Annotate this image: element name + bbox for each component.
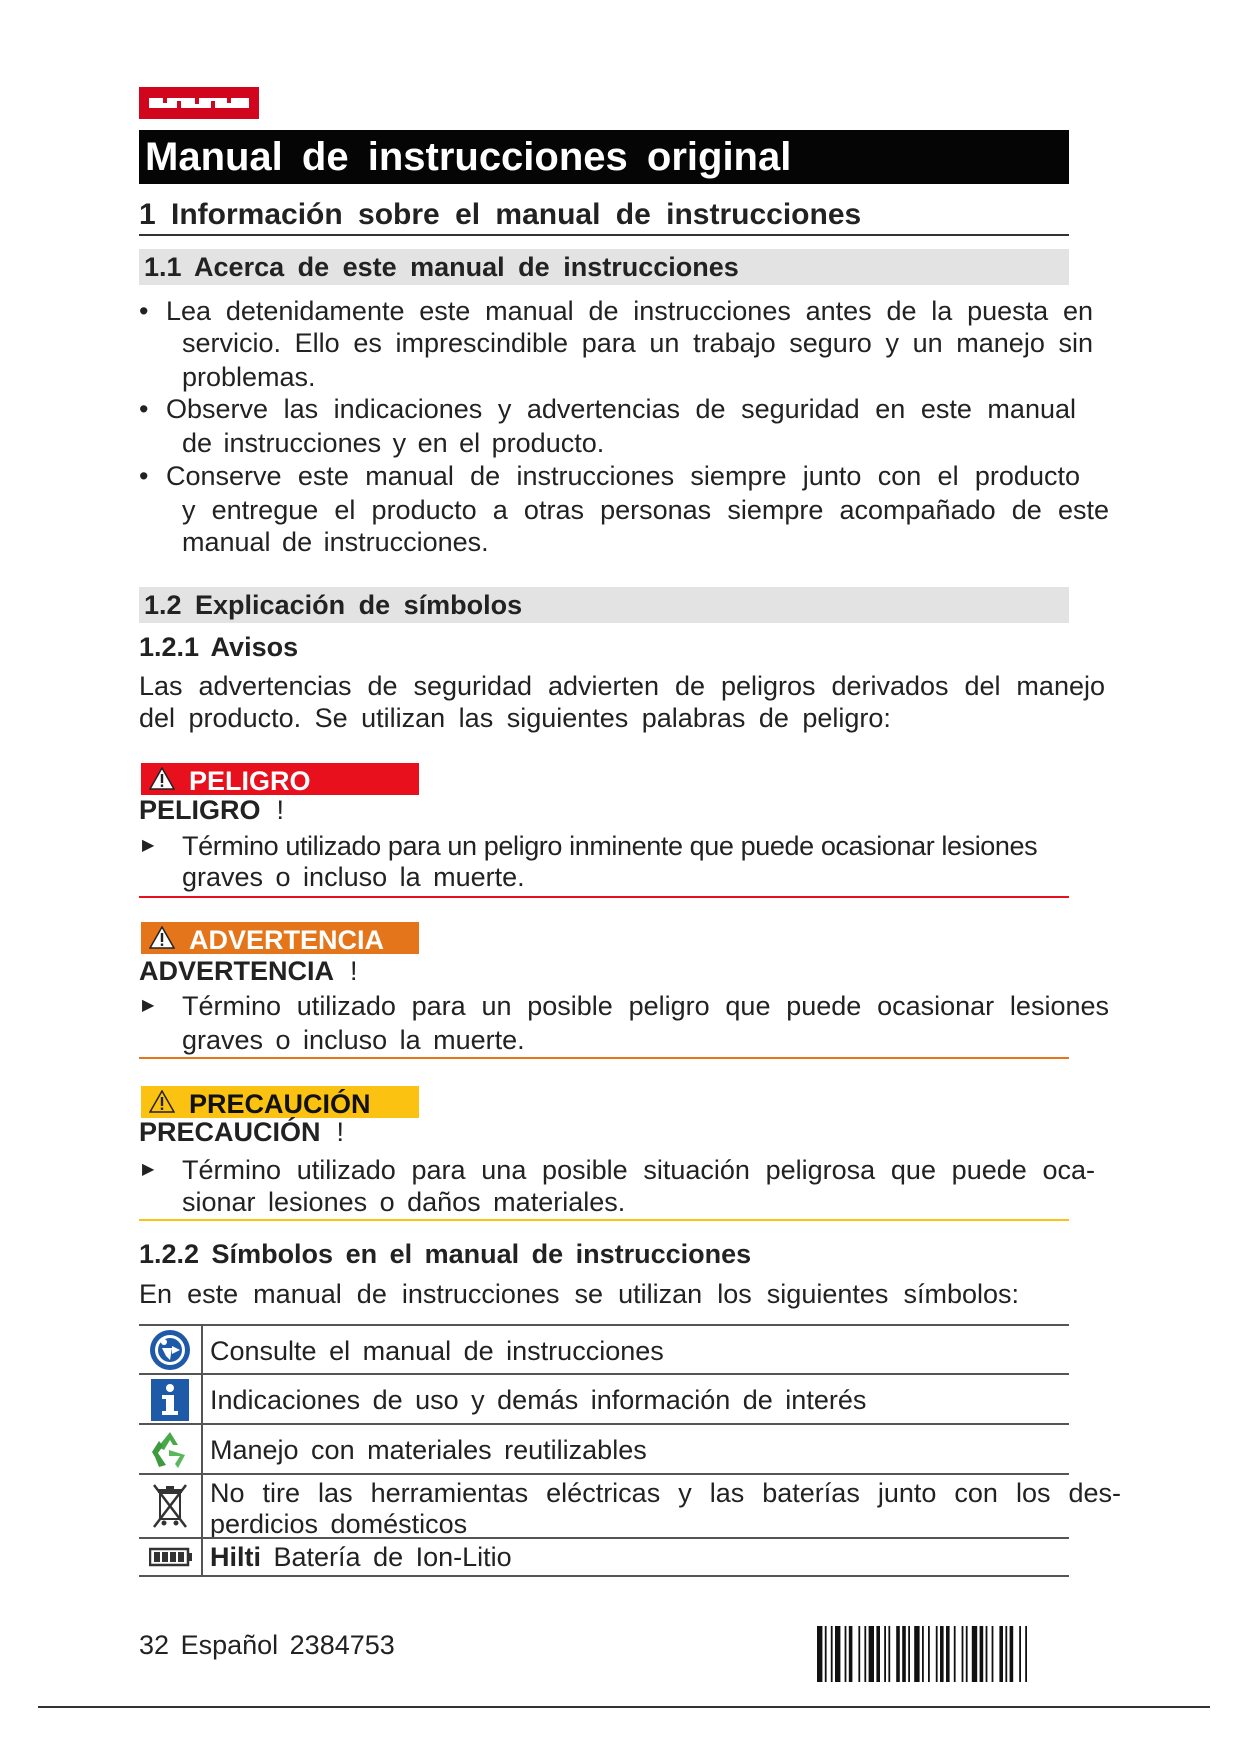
barcode-bar xyxy=(884,1626,886,1682)
advertencia-line-2: graves o incluso la muerte. xyxy=(182,1025,525,1055)
barcode-bar xyxy=(845,1626,847,1682)
peligro-line-2: graves o incluso la muerte. xyxy=(182,862,525,892)
warning-triangle-icon xyxy=(149,767,175,790)
bullet-3-line-1: Conserve este manual de instrucciones siempre junto con el producto xyxy=(166,461,1080,491)
barcode-bar xyxy=(992,1626,994,1682)
barcode-bar xyxy=(972,1626,977,1682)
bullet-2-line-1: Observe las indicaciones y advertencias de seguridad en este manual xyxy=(166,394,1076,424)
warning-triangle-icon xyxy=(149,926,175,949)
precaucion-signal-label xyxy=(141,1086,419,1118)
barcode-bar xyxy=(817,1626,822,1682)
symbol-text: Manejo con materiales reutilizables xyxy=(210,1435,647,1465)
peligro-label-text: PELIGRO xyxy=(189,766,311,796)
symbol-row xyxy=(139,1473,1121,1539)
page-footer xyxy=(139,1629,395,1661)
barcode-bar xyxy=(999,1626,1003,1682)
warning-triangle-icon xyxy=(149,1090,175,1113)
bullet-3-line-2: y entregue el producto a otras personas siempre acompañado de este xyxy=(182,495,1109,525)
barcode xyxy=(817,1626,1070,1682)
precaucion-line-1: Término utilizado para una posible situación peligrosa que puede oca- xyxy=(182,1155,1095,1185)
info-icon xyxy=(151,1379,189,1421)
precaucion-word: PRECAUCIÓN ! xyxy=(139,1117,345,1147)
bullet-1-line-2: servicio. Ello es imprescindible para un trabajo seguro y un manejo sin xyxy=(182,328,1093,358)
barcode-bar xyxy=(908,1626,910,1682)
barcode-bar xyxy=(954,1626,956,1682)
bullet-1-line-3: problemas. xyxy=(182,362,316,392)
page-number: 32 xyxy=(139,1630,170,1660)
symbol-row xyxy=(139,1373,1069,1425)
peligro-rule xyxy=(139,896,1069,898)
barcode-bar xyxy=(1005,1626,1007,1682)
barcode-bar xyxy=(980,1626,984,1682)
symbol-text: Hilti Batería de Ion-Litio xyxy=(210,1542,512,1572)
avisos-intro-line-2: del producto. Se utilizan las siguientes palabras de peligro: xyxy=(139,703,891,733)
battery-icon xyxy=(149,1547,193,1567)
advertencia-label-text: ADVERTENCIA xyxy=(189,925,385,955)
barcode-bar xyxy=(1010,1626,1014,1682)
barcode-bar xyxy=(936,1626,938,1682)
section-1-heading: 1 Información sobre el manual de instrucciones xyxy=(139,196,1069,236)
symbol-row xyxy=(139,1537,1069,1577)
barcode-bar xyxy=(835,1626,840,1682)
barcode-bar xyxy=(914,1626,919,1682)
bottom-rule xyxy=(38,1706,1210,1708)
section-1-2-1-heading: 1.2.1 Avisos xyxy=(139,632,299,662)
advertencia-word: ADVERTENCIA ! xyxy=(139,956,358,986)
barcode-bar xyxy=(1025,1626,1027,1682)
page-title: Manual de instrucciones original xyxy=(139,130,1069,184)
symbol-text-line-1: No tire las herramientas eléctricas y las baterías junto con los des- xyxy=(210,1478,1121,1508)
barcode-bar xyxy=(869,1626,874,1682)
barcode-bar xyxy=(896,1626,900,1682)
barcode-bar xyxy=(902,1626,906,1682)
bullet-1-line-1: Lea detenidamente este manual de instrucciones antes de la puesta en xyxy=(166,296,1093,326)
barcode-bar xyxy=(825,1626,827,1682)
precaucion-label-text: PRECAUCIÓN xyxy=(189,1089,371,1119)
section-1-2-2-heading: 1.2.2 Símbolos en el manual de instrucciones xyxy=(139,1239,752,1269)
symbol-text: Indicaciones de uso y demás información de interés xyxy=(210,1385,867,1415)
recycling-icon xyxy=(149,1429,191,1471)
symbol-text: Consulte el manual de instrucciones xyxy=(210,1336,664,1366)
barcode-bar xyxy=(858,1626,860,1682)
barcode-bar xyxy=(986,1626,988,1682)
barcode-bar xyxy=(928,1626,930,1682)
bullet-marker: • xyxy=(139,461,149,491)
advertencia-rule xyxy=(139,1057,1069,1059)
symbol-text-line-2: perdicios domésticos xyxy=(210,1509,468,1539)
precaucion-rule xyxy=(139,1219,1069,1221)
crossed-bin-icon xyxy=(150,1481,190,1533)
barcode-bar xyxy=(966,1626,968,1682)
footer-language: Español xyxy=(180,1630,279,1660)
barcode-bar xyxy=(1019,1626,1021,1682)
footer-code: 2384753 xyxy=(289,1630,395,1660)
barcode-bar xyxy=(922,1626,924,1682)
arrow-bullet: ▶ xyxy=(142,1161,155,1178)
bullet-3-line-3: manual de instrucciones. xyxy=(182,527,489,557)
symbol-row xyxy=(139,1423,1069,1475)
section-1-2-heading: 1.2 Explicación de símbolos xyxy=(139,587,1069,623)
bullet-marker: • xyxy=(139,296,149,326)
read-manual-icon xyxy=(148,1328,192,1372)
barcode-bar xyxy=(864,1626,866,1682)
symbol-row xyxy=(139,1324,1069,1375)
barcode-bar xyxy=(962,1626,964,1682)
advertencia-signal-label xyxy=(141,922,419,954)
barcode-bar xyxy=(946,1626,950,1682)
precaucion-line-2: sionar lesiones o daños materiales. xyxy=(182,1187,626,1217)
peligro-line-1: Término utilizado para un peligro inminente que puede ocasionar lesiones xyxy=(182,831,1038,861)
barcode-bar xyxy=(940,1626,944,1682)
barcode-bar xyxy=(849,1626,853,1682)
bullet-marker: • xyxy=(139,394,149,424)
bullet-2-line-2: de instrucciones y en el producto. xyxy=(182,428,605,458)
arrow-bullet: ▶ xyxy=(142,997,155,1014)
peligro-word: PELIGRO ! xyxy=(139,795,285,825)
hilti-logo xyxy=(139,87,259,119)
barcode-bar xyxy=(876,1626,880,1682)
barcode-bar xyxy=(888,1626,890,1682)
section-1-1-heading: 1.1 Acerca de este manual de instrucciones xyxy=(139,249,1069,285)
avisos-intro-line-1: Las advertencias de seguridad advierten de peligros derivados del manejo xyxy=(139,671,1105,701)
advertencia-line-1: Término utilizado para un posible peligro que puede ocasionar lesiones xyxy=(182,991,1109,1021)
peligro-signal-label xyxy=(141,763,419,795)
symbols-intro: En este manual de instrucciones se utilizan los siguientes símbolos: xyxy=(139,1279,1019,1309)
arrow-bullet: ▶ xyxy=(142,837,155,854)
barcode-bar xyxy=(831,1626,833,1682)
